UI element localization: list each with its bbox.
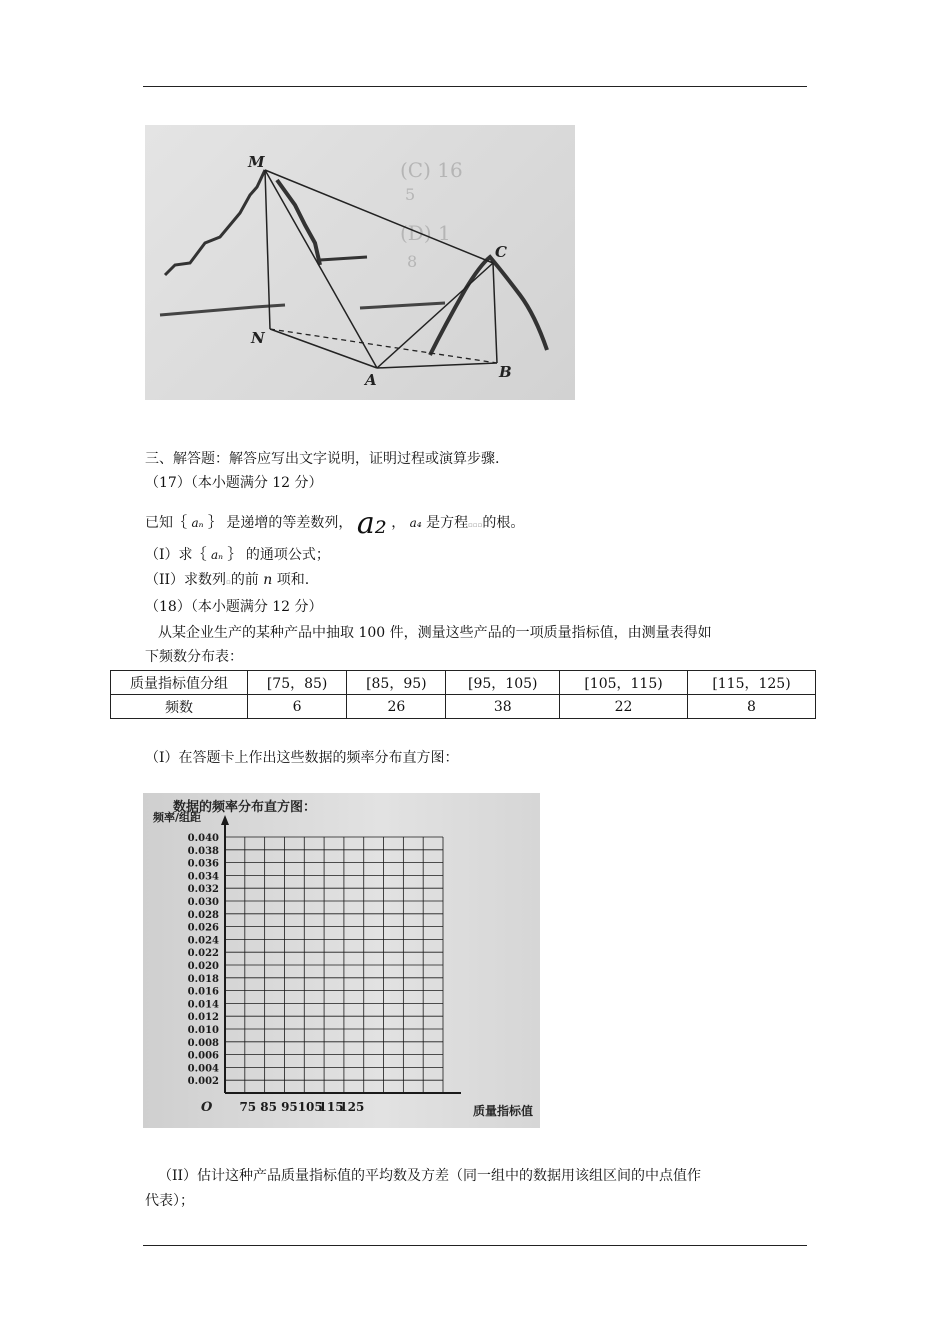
bleed-text-5: 5 [405, 185, 416, 204]
q17-part1-prefix: （I）求｛ [145, 547, 207, 563]
line-NA [270, 329, 377, 368]
mountain-right [430, 257, 547, 355]
geometry-figure [145, 125, 575, 400]
y-tick-label: 0.010 [187, 1025, 219, 1036]
x-tick-label: 125 [339, 1100, 365, 1114]
q17-root: 的根。 [482, 515, 525, 531]
y-axis-label: 频率/组距 [153, 811, 202, 824]
y-tick-label: 0.032 [187, 884, 219, 896]
table-cell-group-3: [95，105) [446, 671, 560, 695]
ridge-tail [320, 257, 367, 260]
q17-seq-var: aₙ [191, 516, 204, 530]
sequence-placeholder-icon: ▫ [226, 578, 231, 586]
x-axis-label: 质量指标值 [473, 1104, 534, 1118]
line-AC [377, 263, 493, 368]
q17-stem-prefix: 已知｛ [145, 515, 187, 531]
histogram-grid-figure [143, 793, 540, 1128]
waterline-left [160, 305, 285, 315]
q17-part2-prefix: （II）求数列 [145, 572, 227, 588]
y-tick-label: 0.014 [187, 999, 219, 1011]
line-CB [493, 263, 497, 363]
table-cell-group-4: [105，115) [560, 671, 688, 695]
q17-part2-suffix: 项和. [276, 572, 310, 588]
y-tick-labels [188, 833, 219, 1087]
q17-part1 [145, 545, 330, 565]
grid-lines [225, 837, 443, 1093]
table-row-label-groups: 质量指标值分组 [111, 671, 248, 695]
table-cell-count-5: 8 [688, 695, 816, 719]
table-row-groups [111, 671, 816, 695]
y-tick-label: 0.028 [187, 909, 219, 921]
line-AB [377, 363, 497, 368]
y-tick-label: 0.016 [187, 986, 219, 998]
bleed-text-8: 8 [407, 252, 418, 271]
q17-header: （17）（本小题满分 12 分） [145, 475, 323, 491]
q18-part2-line1: （II）估计这种产品质量指标值的平均数及方差（同一组中的数据用该组区间的中点值作 [158, 1168, 702, 1184]
table-cell-group-2: [85，95) [347, 671, 446, 695]
table-cell-count-3: 38 [446, 695, 560, 719]
line-MA [265, 170, 377, 368]
table-cell-count-4: 22 [560, 695, 688, 719]
label-N: N [251, 329, 265, 347]
q17-part2 [145, 570, 309, 592]
y-tick-label: 0.020 [187, 961, 219, 972]
q18-stem-line2: 下频数分布表： [145, 649, 243, 665]
table-cell-group-1: [75，85) [248, 671, 347, 695]
x-tick-label: 85 [260, 1100, 277, 1114]
label-A: A [365, 371, 377, 389]
q17-part2-mid: 的前 [230, 572, 259, 588]
x-tick-label: 105 [297, 1100, 323, 1114]
mountain-ridge [277, 180, 320, 265]
q18-header: （18）（本小题满分 12 分） [145, 599, 323, 615]
y-tick-label: 0.006 [187, 1050, 219, 1062]
y-tick-label: 0.024 [187, 935, 219, 947]
geometry-diagram [145, 125, 575, 400]
mountain-left [165, 170, 265, 275]
x-tick-labels [239, 1100, 364, 1114]
equation-placeholder-icon: ▫▫▫ [468, 521, 483, 529]
y-tick-label: 0.018 [187, 973, 219, 985]
waterline-right [360, 303, 445, 308]
table-cell-group-5: [115，125) [688, 671, 816, 695]
q18-stem-line1: 从某企业生产的某种产品中抽取 100 件，测量这些产品的一项质量指标值，由测量表得如 [158, 625, 712, 641]
y-tick-label: 0.004 [187, 1063, 219, 1075]
y-tick-label: 0.034 [187, 871, 219, 883]
y-tick-label: 0.012 [187, 1012, 219, 1024]
q17-a4: a₄ [409, 516, 422, 530]
label-B: B [499, 363, 512, 381]
y-tick-label: 0.040 [187, 833, 219, 844]
y-axis-arrow-icon [221, 815, 229, 825]
table-cell-count-1: 6 [248, 695, 347, 719]
x-tick-label: 75 [239, 1100, 257, 1114]
y-tick-label: 0.036 [187, 858, 219, 870]
y-tick-label: 0.026 [187, 922, 219, 934]
q18-part1: （I）在答题卡上作出这些数据的频率分布直方图： [145, 750, 459, 766]
table-row-counts [111, 695, 816, 719]
y-tick-label: 0.002 [187, 1076, 219, 1088]
bleed-text-c: (C) 16 [400, 158, 463, 182]
label-M: M [248, 153, 265, 171]
q17-part2-n: n [263, 572, 273, 588]
label-C: C [495, 243, 507, 261]
q17-a2: a₂ [356, 506, 387, 541]
bleed-text-d: (D) 1 [400, 221, 451, 245]
q17-stem-suffix: 是方程 [426, 515, 469, 531]
q17-part1-suffix: ｝ 的通项公式； [227, 547, 330, 563]
q17-part1-var: aₙ [210, 548, 224, 562]
line-NB-dashed [270, 329, 497, 363]
q18-part2-line2: 代表）； [145, 1193, 194, 1209]
y-tick-label: 0.030 [187, 897, 219, 908]
origin-label: O [201, 1100, 213, 1115]
x-tick-label: 115 [318, 1100, 344, 1114]
q17-comma: ， [391, 515, 406, 531]
table-row-label-counts: 频数 [111, 695, 248, 719]
histogram-caption: 数据的频率分布直方图： [173, 800, 317, 815]
histogram-grid [143, 793, 540, 1128]
q17-stem-mid: ｝ 是递增的等差数列， [207, 515, 353, 531]
q17-stem [145, 506, 525, 541]
header-rule [143, 86, 807, 87]
x-tick-label: 95 [281, 1100, 298, 1114]
section-heading: 三、解答题：解答应写出文字说明，证明过程或演算步骤. [145, 451, 500, 467]
y-tick-label: 0.022 [187, 948, 219, 960]
y-tick-label: 0.008 [187, 1037, 219, 1049]
y-tick-label: 0.038 [187, 845, 219, 857]
footer-rule [143, 1245, 807, 1246]
table-cell-count-2: 26 [347, 695, 446, 719]
frequency-table [110, 670, 816, 719]
